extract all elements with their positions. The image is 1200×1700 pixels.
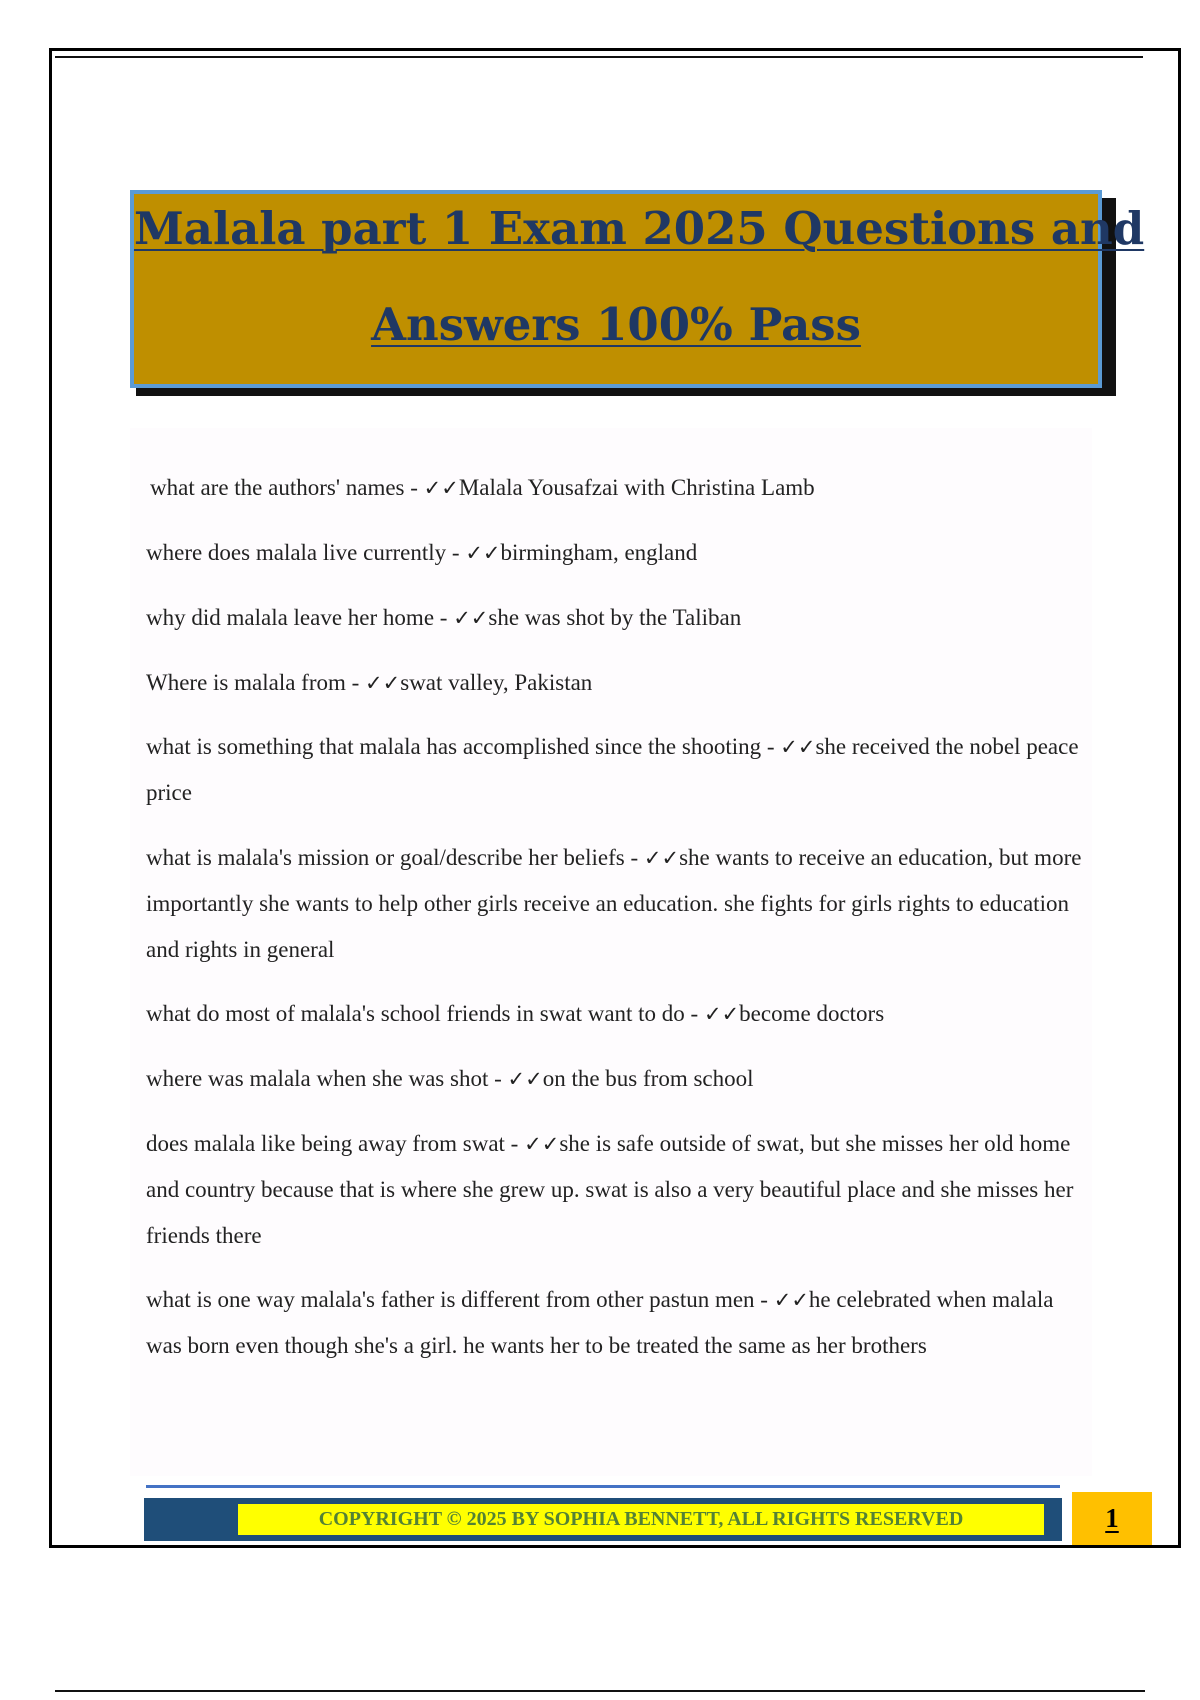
qa-item-2: [146, 530, 1086, 576]
qa-item-3: [146, 595, 1086, 641]
question: what do most of malala's school friends in swat want to do -: [146, 1001, 704, 1026]
question: what is something that malala has accomplished since the shooting -: [146, 734, 781, 759]
check-icon: ✓✓: [643, 846, 680, 870]
check-icon: ✓✓: [465, 541, 501, 565]
question: what are the authors' names -: [150, 475, 424, 500]
check-icon: ✓✓: [453, 606, 489, 630]
qa-item-8: [146, 1056, 1086, 1102]
answer: she wants to receive an education, but more importantly she wants to help other girls receive an education. she fights for girls rights to education and rights in general: [146, 845, 1082, 962]
title-banner: [130, 190, 1145, 388]
check-icon: ✓✓: [524, 1132, 560, 1156]
question: what is one way malala's father is different from other pastun men -: [146, 1287, 774, 1312]
answer: swat valley, Pakistan: [400, 670, 593, 695]
qa-item-6: [146, 835, 1086, 973]
qa-item-7: [146, 991, 1086, 1037]
question: where does malala live currently -: [146, 540, 466, 565]
answer: Malala Yousafzai with Christina Lamb: [458, 475, 815, 500]
qa-item-5: [146, 724, 1086, 816]
qa-item-10: [146, 1277, 1086, 1369]
answer: she is safe outside of swat, but she misses her old home and country because that is where she grew up. swat is also a very beautiful place and she misses her friends there: [146, 1131, 1074, 1248]
check-icon: ✓✓: [365, 671, 401, 695]
question: why did malala leave her home -: [146, 605, 454, 630]
question: does malala like being away from swat -: [146, 1131, 525, 1156]
qa-item-9: [146, 1121, 1086, 1259]
document-title-line-2: Answers 100% Pass: [371, 298, 861, 351]
answer: he celebrated when malala was born even though she's a girl. he wants her to be treated the same as her brothers: [146, 1287, 1054, 1358]
check-icon: ✓✓: [773, 1288, 809, 1312]
check-icon: ✓✓: [703, 1002, 740, 1026]
check-icon: ✓✓: [780, 735, 816, 759]
copyright-notice: COPYRIGHT © 2025 BY SOPHIA BENNETT, ALL RIGHTS RESERVED: [238, 1504, 1044, 1535]
footer-rule: [146, 1485, 1060, 1488]
qa-item-1: [150, 465, 1090, 511]
page-number-badge: [1072, 1492, 1152, 1545]
answer: she received the nobel peace price: [146, 734, 1079, 805]
answer: she was shot by the Taliban: [488, 605, 742, 630]
answer: on the bus from school: [542, 1066, 754, 1091]
page-number: 1: [1105, 1503, 1119, 1533]
question: where was malala when she was shot -: [146, 1066, 508, 1091]
question: Where is malala from -: [146, 670, 366, 695]
answer: become doctors: [739, 1001, 885, 1026]
check-icon: ✓✓: [507, 1067, 543, 1091]
question: what is malala's mission or goal/describe her beliefs -: [146, 845, 644, 870]
bottom-rule: [55, 1690, 1145, 1692]
answer: birmingham, england: [500, 540, 698, 565]
document-title-line-1: Malala part 1 Exam 2025 Questions and: [134, 202, 1145, 255]
qa-item-4: [146, 660, 1086, 706]
check-icon: ✓✓: [423, 476, 459, 500]
